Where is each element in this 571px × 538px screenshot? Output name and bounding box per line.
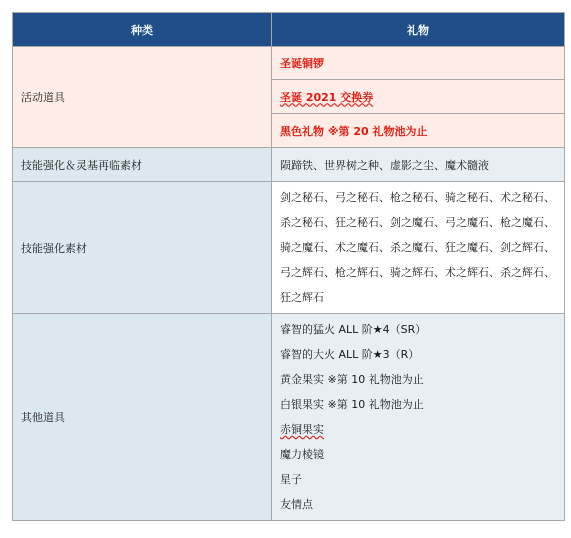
gift-item: 星子 [280,473,302,486]
header-category: 种类 [13,13,272,47]
table-row [13,148,565,182]
gift-item: 黄金果实 ※第 10 礼物池为止 [280,373,424,386]
gift-item: 白银果实 ※第 10 礼物池为止 [280,398,424,411]
gift-item: 圣诞 2021 交换券 [280,90,374,104]
gift-item: 黑色礼物 ※第 20 礼物池为止 [280,124,428,138]
gift-item: 睿智的猛火 ALL 阶★4（SR） [280,323,427,336]
gift-cell [272,182,565,314]
gift-cell [272,47,565,80]
category-cell: 技能强化素材 [13,182,272,314]
gift-item: 睿智的大火 ALL 阶★3（R） [280,348,420,361]
table-row [13,314,565,521]
gift-item [280,417,556,442]
gift-item: 圣诞铜锣 [280,57,324,70]
header-gift: 礼物 [272,13,565,47]
category-cell: 其他道具 [13,314,272,521]
gift-cell [272,314,565,521]
table-row [13,47,565,80]
gift-item-text: 赤铜果实 [280,423,324,436]
category-cell: 活动道具 [13,47,272,148]
table-header-row [13,13,565,47]
gift-item: 魔力棱镜 [280,448,324,461]
gift-table [12,12,565,521]
gift-item: 剑之秘石、弓之秘石、枪之秘石、骑之秘石、术之秘石、杀之秘石、狂之秘石、剑之魔石、弓之魔石、枪之魔石、骑之魔石、术之魔石、杀之魔石、狂之魔石、剑之辉石、弓之辉石、枪之辉石、骑之辉石、术之辉石、杀之辉石、狂之辉石 [280,191,555,304]
gift-item: 陨蹄铁、世界树之种、虚影之尘、魔术髓液 [280,158,489,172]
gift-cell [272,148,565,182]
category-cell: 技能强化＆灵基再临素材 [13,148,272,182]
gift-item: 友情点 [280,498,313,511]
table-row [13,182,565,314]
gift-cell [272,114,565,148]
gift-cell [272,80,565,114]
